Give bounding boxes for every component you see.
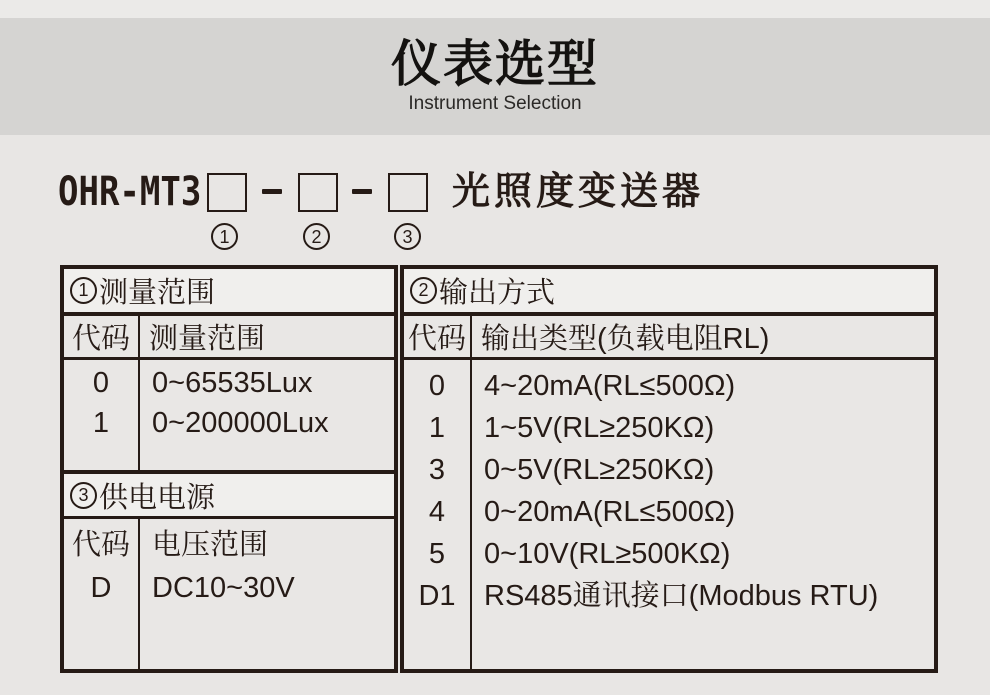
power-section-title: 供电电源 (99, 481, 216, 514)
range-column-header: 测量范围 (149, 323, 266, 355)
table-cell: 1 (92, 407, 110, 439)
product-name: 光照度变送器 (452, 171, 705, 213)
power-section-header (64, 470, 394, 519)
measurement-power-table (60, 265, 398, 673)
circled-number-2-icon: 2 (303, 223, 330, 250)
table-cell: 0~200000Lux (152, 407, 329, 439)
measurement-section-title: 测量范围 (99, 277, 216, 309)
table-cell: 0 (92, 367, 110, 399)
model-code-box-3 (388, 173, 428, 212)
table-cell: 3 (428, 454, 446, 486)
circled-number-2-icon: 2 (410, 277, 437, 304)
output-section-title: 输出方式 (439, 277, 556, 309)
table-cell: 0~20mA(RL≤500Ω) (484, 496, 736, 528)
power-rows (64, 519, 394, 669)
circled-number-1-icon: 1 (211, 223, 238, 250)
output-rows (404, 360, 934, 669)
table-cell: 0~10V(RL≥500KΩ) (484, 538, 731, 570)
table-cell: D (90, 572, 112, 604)
output-section-header (404, 269, 934, 316)
table-cell: 4 (428, 496, 446, 528)
circled-number-3-icon: 3 (394, 223, 421, 250)
table-cell: 4~20mA(RL≤500Ω) (484, 370, 736, 402)
output-type-cells (472, 360, 934, 669)
dash-separator-2 (352, 189, 372, 194)
code-cells (64, 360, 140, 470)
table-cell: 0 (428, 370, 446, 402)
table-cell: 5 (428, 538, 446, 570)
table-cell: 1 (428, 412, 446, 444)
output-table (400, 265, 938, 673)
model-code-box-2 (298, 173, 338, 212)
range-cells (140, 360, 394, 470)
code-cells (404, 360, 472, 669)
measurement-rows (64, 360, 394, 470)
code-column-header: 代码 (404, 316, 472, 357)
table-cell: D1 (418, 580, 456, 612)
circled-number-1-icon: 1 (70, 277, 97, 304)
output-column-header (404, 316, 934, 360)
table-cell: 1~5V(RL≥250KΩ) (484, 412, 715, 444)
code-column-header: 代码 (71, 529, 130, 561)
voltage-cells (140, 519, 394, 669)
table-cell: RS485通讯接口(Modbus RTU) (484, 580, 879, 612)
code-column-header: 代码 (64, 316, 140, 357)
model-prefix: OHR-MT3 (58, 169, 202, 215)
table-cell: 0~5V(RL≥250KΩ) (484, 454, 715, 486)
measurement-column-header (64, 316, 394, 360)
circled-number-3-icon: 3 (70, 482, 97, 509)
code-cells (64, 519, 140, 669)
voltage-column-header: 电压范围 (152, 529, 269, 561)
dash-separator-1 (262, 189, 282, 194)
table-cell: 0~65535Lux (152, 367, 313, 399)
model-code-box-1 (207, 173, 247, 212)
measurement-section-header (64, 269, 394, 316)
output-type-column-header: 输出类型(负载电阻RL) (481, 323, 770, 355)
top-strip (0, 0, 990, 18)
table-cell: DC10~30V (152, 572, 295, 604)
page-subtitle: Instrument Selection (408, 93, 582, 114)
page-title: 仪表选型 (391, 36, 599, 92)
header-band (0, 18, 990, 135)
